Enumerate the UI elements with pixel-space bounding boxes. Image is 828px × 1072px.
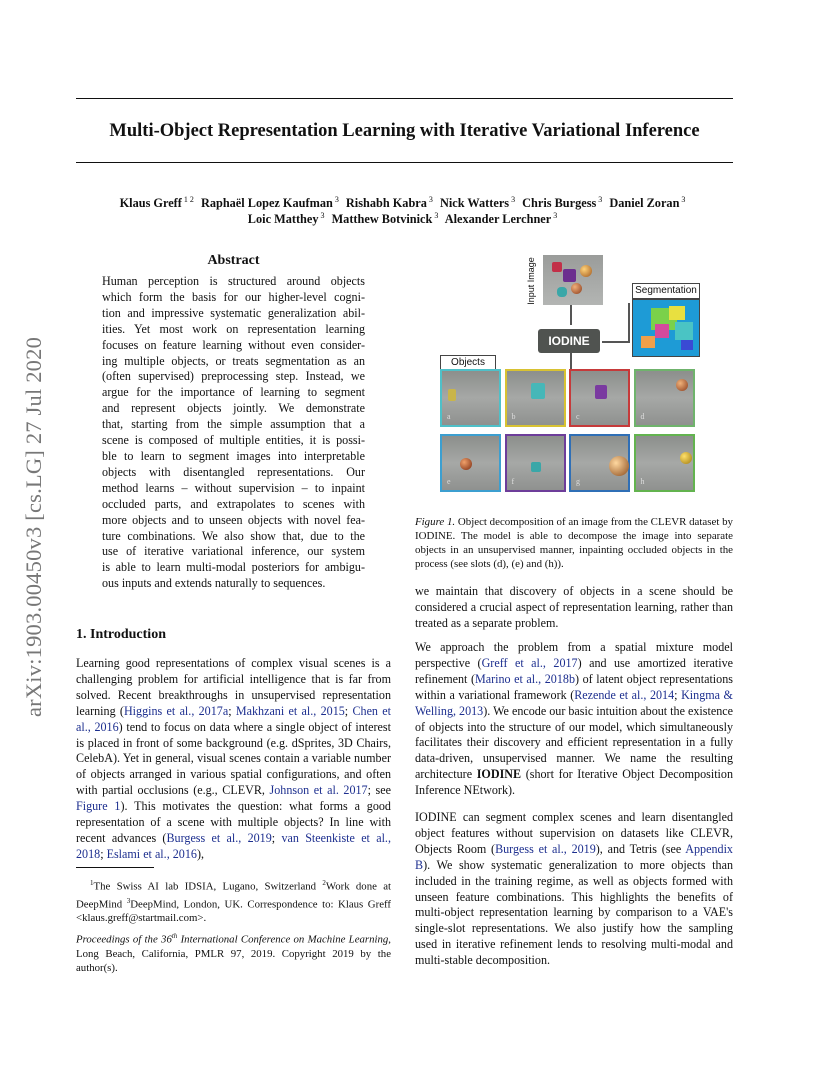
input-image-label [524,257,538,305]
abstract-line: focuses on feature learning without even consider- [102,337,365,352]
proceedings-text: International Conference on Machine Learning [177,933,389,946]
cylinder-object [557,287,567,297]
citation-link[interactable]: Chen et al., 2016 [76,703,392,734]
abstract-line: argue for the importance of learning to segment [102,385,365,400]
author-affiliation: 3 [428,195,433,204]
intro-text: Learning good representations of complex visual scenes is a challenging problem for artificial intelligence that is far from solved. Recent breakthroughs in unsupervised representation learning ( [76,656,391,718]
sphere-object [609,456,629,476]
abstract-line: that, starting from the simple assumption that a [102,417,365,432]
abstract-line: more objects and to unseen objects with novel fea- [102,512,365,527]
segment-region [655,324,669,338]
model-name: IODINE [476,767,522,782]
author-affiliation: 3 [334,195,339,204]
appendix-reference-link[interactable]: Appendix B [415,841,733,872]
proceedings-text: Proceedings of the 36 [76,933,172,946]
abstract-line: method learns – without supervision – to inpaint [102,480,365,495]
abstract-line: is able to learn multi-modal posteriors for ambigu- [102,560,365,575]
cube-object [448,389,456,401]
slot-letter: c [576,412,580,421]
objects-grid [440,369,698,499]
footnote-marker: 1 [90,879,94,887]
body-text: ; [674,687,682,702]
introduction-heading: 1. Introduction [76,627,166,642]
citation-link[interactable]: Higgins et al., 2017a [123,703,229,718]
author-name: Rishabh Kabra [345,196,427,211]
slot-letter: a [447,412,451,421]
citation-link[interactable]: Rezende et al., 2014 [574,687,675,702]
paper-title: Multi-Object Representation Learning with Iterative Variational Inference [109,121,700,141]
affiliation-footnote [76,876,391,925]
segment-region [675,322,693,340]
body-text: (short for Iterative Object Decomposition Inference NEtwork). [415,767,734,798]
abstract-line: ble to learn to segment images into interpretable [102,448,365,463]
slot-letter: b [511,412,516,421]
sphere-object [460,458,472,470]
author-name: Raphaël Lopez Kaufman [200,196,333,211]
proceedings-footnote [76,929,391,975]
author-affiliation: 3 [434,211,439,220]
flow-arrow [570,305,572,325]
proceedings-text: , Long Beach, California, PMLR 97, 2019. Copyright 2019 by the author(s). [76,933,391,974]
body-text: we maintain that discovery of objects in a scene should be considered a crucial aspect of representation learning, rather than treated as a separate problem. [415,584,733,630]
figure-caption [415,515,733,571]
input-image [543,255,603,305]
cube-object [531,462,541,472]
sphere-object [676,379,688,391]
caption-text: Object decomposition of an image from the CLEVR dataset by IODINE. The model is able to decompose the image into separate objects in an unsupervised manner, inpainting occluded objects in the process (see slots (d), (e) and (h)). [415,516,733,571]
abstract-line: which form the basis for our higher-level cogni- [102,289,365,304]
intro-text: ; [228,703,236,718]
slot-letter: h [640,477,645,486]
footnote-rule [76,867,154,868]
intro-text: ; see [367,783,391,798]
segment-region [669,306,685,320]
input-image-label-text: Input Image [526,257,536,305]
body-text: ) and use amortized iterative refinement ( [415,655,733,686]
intro-text: ) tend to focus on data where a single object of interest is placed in front of some background (e.g. dSprites, 3D Chairs, CelebA). Yet in general, visual scenes contain a variable number of objects arranged in various spatial configurations, and often with partial occlusions (e.g., CLEVR, [76,719,391,798]
abstract-line: objects with disentangled representations. Our [102,464,365,479]
intro-text: ). This motivates the question: what forms a good representation of a scene with multiple objects? In line with recent advances ( [76,799,391,845]
intro-text: ), [196,846,204,861]
author-name: Nick Watters [439,196,510,211]
abstract-line: tion and impressive systematic generalization abil- [102,305,365,320]
arxiv-stamp-text: arXiv:1903.00450v3 [cs.LG] 27 Jul 2020 [21,336,46,718]
abstract-line: ities. Yet most work on representation learning [102,321,365,336]
abstract-line: occluded parts, and extrapolates to scenes with [102,496,365,511]
author-name: Loic Matthey [247,212,319,227]
slot-letter: g [576,477,580,486]
cube-object [531,383,545,399]
segmentation-label: Segmentation [632,283,700,299]
citation-link[interactable]: Kingma & Welling, 2013 [415,687,733,718]
segment-region [681,340,693,350]
object-slot [569,369,630,427]
author-affiliation: 3 [598,195,603,204]
body-text: ), and Tetris (see [595,841,686,856]
author-name: Matthew Botvinick [331,212,433,227]
citation-link[interactable]: Marino et al., 2018b [474,671,575,686]
object-slot [440,434,501,492]
cube-object [552,262,562,272]
abstract-body [102,274,365,592]
citation-link[interactable]: Greff et al., 2017 [481,655,578,670]
abstract-line: Human perception is structured around objects [102,274,365,288]
author-name: Daniel Zoran [609,196,680,211]
footnote-marker: 3 [126,896,131,905]
sphere-object [571,283,582,294]
right-column-paragraph-2 [415,810,733,969]
title-bottom-rule [76,162,733,163]
slot-letter: e [447,477,451,486]
citation-link[interactable]: Burgess et al., 2019 [166,830,272,845]
right-column-paragraph-0 [415,584,733,632]
abstract-heading: Abstract [207,253,260,268]
abstract-line: ing multiple objects, or treats segmentation as an [102,353,365,368]
iodine-model-box: IODINE [538,329,600,353]
sphere-object [680,452,692,464]
citation-link[interactable]: Johnson et al. 2017 [269,783,368,798]
object-slot [505,369,566,427]
intro-text: ; [271,830,282,845]
segmentation-map [632,299,700,357]
caption-label: Figure 1. [415,516,456,528]
abstract-line: use of iterative variational inference, our system [102,544,365,559]
intro-text: ; [344,703,353,718]
author-affiliation: 3 [511,195,516,204]
footnote-text: DeepMind, London, UK. Correspondence to: Klaus Greff <klaus.greff@startmail.com>. [76,898,391,925]
body-text: ) of latent object representations within a variational framework ( [415,671,733,702]
footnote-marker: 2 [322,879,326,887]
object-slot [505,434,566,492]
footnote-text: The Swiss AI lab IDSIA, Lugano, Switzerland [93,880,323,893]
object-slot [569,434,630,492]
author-name: Klaus Greff [119,196,182,211]
intro-text: ; [100,846,107,861]
citation-link[interactable]: Eslami et al., 2016 [106,846,197,861]
object-slot [634,369,695,427]
abstract-line: ous inputs and extends naturally to sequences. [102,576,326,591]
body-text: ). We show systematic generalization to more objects than included in the training regime, as well as objects formed with unseen feature combinations. This highlights the benefits of multi-object representation learning by comparison to a VAE's single-slot representations. We also justify how the sampling used in iterative refinement lends to resolving multi-modal and multi-stable decomposition. [415,857,733,968]
author-affiliation: 1 2 [183,195,194,204]
object-slot [440,369,501,427]
abstract-line: and represent objects jointly. We demonstrate [102,401,365,416]
cube-object [595,385,607,399]
citation-link[interactable]: Makhzani et al., 2015 [235,703,345,718]
top-rule [76,98,733,99]
abstract-line: scene is composed of multiple entities, it is possi- [102,433,365,448]
arxiv-stamp [20,295,48,759]
flow-arrow [628,303,630,343]
flow-arrow [602,341,628,343]
figure-1 [430,255,730,505]
citation-link[interactable]: Burgess et al., 2019 [495,841,596,856]
author-affiliation: 3 [320,211,325,220]
objects-label: Objects [440,355,496,371]
slot-letter: f [511,477,515,486]
author-name: Chris Burgess [522,196,597,211]
cube-object [563,269,576,282]
figure-reference-link[interactable]: Figure 1 [76,799,121,814]
citation-link[interactable]: van Steenkiste et al., 2018 [76,830,391,861]
author-list-line-2 [76,208,733,227]
abstract-line: ture combinations. We also show that, due to the [102,528,365,543]
right-column-paragraph-1 [415,640,733,799]
body-text: ). We encode our basic intuition about the existence of objects into the structure of our model, which simultaneously facilitates their discovery and efficient representation in a fully data-driven, unsupervised manner. We name the resulting architecture [415,703,733,782]
flow-arrow [570,353,572,369]
body-text: We approach the problem from a spatial mixture model perspective ( [415,640,733,670]
segment-region [641,336,655,348]
abstract-line: (often supervised) preprocessing step. Instead, we [102,369,365,384]
slot-letter: d [640,412,645,421]
author-name: Alexander Lerchner [444,212,552,227]
introduction-paragraph [76,656,391,863]
proceedings-sup: th [171,932,178,940]
author-affiliation: 3 [681,195,686,204]
object-slot [634,434,695,492]
sphere-object [580,265,592,277]
footnote-text: Work done at DeepMind [76,880,391,911]
author-affiliation: 3 [553,211,558,220]
body-text: IODINE can segment complex scenes and learn disentangled object features without supervision on datasets like CLEVR, Objects Room ( [415,810,733,856]
